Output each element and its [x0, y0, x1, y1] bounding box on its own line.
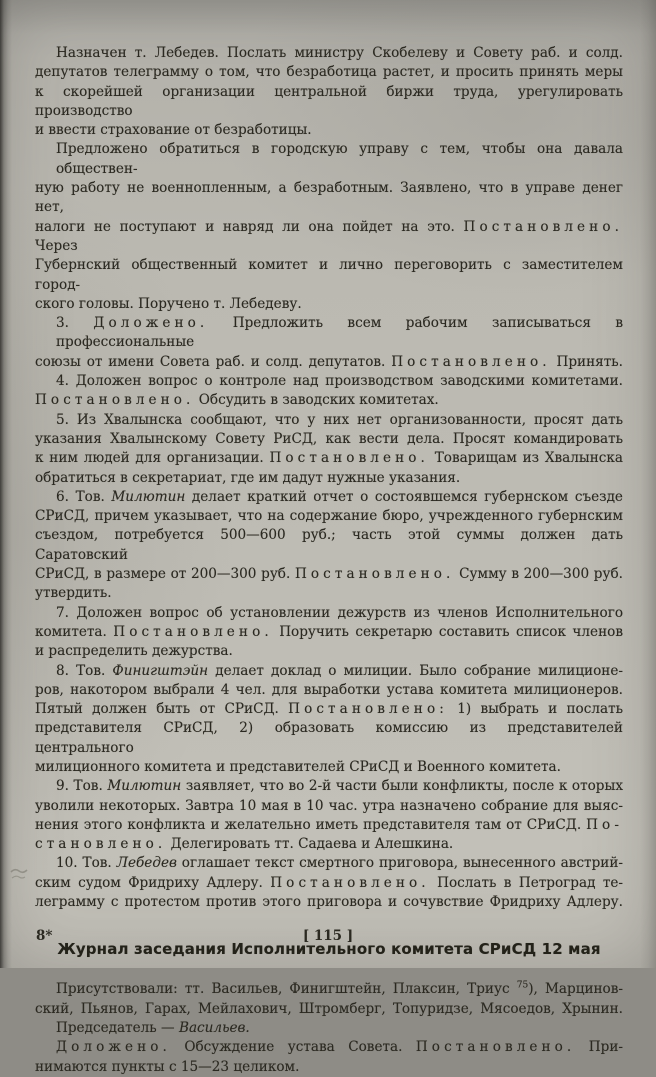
text-line	[35, 777, 623, 796]
emphasized-term: Постановлено.	[415, 1039, 576, 1056]
text-run: Делегировать тт. Садаева и Алешкина.	[166, 836, 454, 853]
text-run: ров, накотором выбрали 4 чел. для выработки устава комитета милиционеров.	[35, 681, 623, 698]
text-run: 1) выбрать и послать	[447, 701, 624, 718]
section-heading: Журнал заседания Исполнительного комитета СРиСД 12 мая	[57, 940, 601, 959]
text-run: леграмму с протестом против этого приговора и сочувствие Фридриху Адлеру.	[35, 894, 623, 911]
text-line	[35, 526, 623, 565]
scan-gutter-shadow	[0, 0, 12, 968]
person-name-italic: Милютин	[107, 778, 182, 795]
text-run: ), Марцинов-	[528, 981, 623, 998]
paragraph	[35, 662, 623, 778]
text-run: оглашает текст смертного приговора, вынесенного австрий-	[176, 855, 623, 872]
text-run: СРиСД, в размере от 200—300 руб.	[35, 566, 295, 583]
text-line	[35, 411, 623, 430]
emphasized-term: По-	[586, 816, 623, 833]
text-run: уволили некоторых. Завтра 10 мая в 10 час. утра назначено собрание для выяс-	[35, 797, 623, 814]
text-line	[35, 623, 623, 642]
text-line	[35, 372, 623, 391]
text-line	[35, 584, 623, 603]
text-line	[35, 83, 623, 122]
emphasized-term: Постановлено.	[294, 566, 455, 583]
paragraph	[35, 44, 623, 140]
text-run: налоги не поступают и навряд ли она пойдет на это.	[35, 218, 464, 235]
text-run: и распределить дежурства.	[35, 643, 233, 660]
text-run: и ввести страхование от безработицы.	[35, 122, 312, 139]
text-run: СРиСД, причем указывает, что на содержание бюро, учрежденного губернским	[35, 508, 623, 525]
text-line	[35, 256, 623, 295]
text-line	[35, 353, 623, 372]
text-line	[35, 179, 623, 218]
emphasized-term: становлено.	[35, 836, 167, 853]
text-run: съездом, потребуется 500—600 руб.; часть этой суммы должен дать Саратовский	[35, 527, 623, 563]
emphasized-term: Постановлено.	[269, 450, 429, 467]
text-line	[35, 719, 623, 758]
paragraph	[35, 777, 623, 854]
text-run: делает доклад о милиции. Было собрание милиционе-	[208, 662, 624, 679]
emphasized-term: Постановлено.	[35, 392, 195, 409]
text-line	[35, 980, 623, 999]
text-line	[35, 797, 623, 816]
text-line	[35, 700, 623, 719]
text-run: Губернский общественный комитет и лично переговорить с заместителем город-	[35, 257, 623, 293]
text-run: обратиться в секретариат, где им дадут нужные указания.	[35, 469, 461, 486]
text-line	[35, 1058, 623, 1077]
text-run: милиционного комитета и представителей СРиСД и Военного комитета.	[35, 758, 561, 775]
text-line	[35, 758, 623, 777]
text-line	[35, 469, 623, 488]
text-run: ским судом Фридриху Адлеру.	[35, 874, 271, 891]
paragraph	[35, 372, 623, 411]
emphasized-term: Доложено.	[93, 315, 209, 332]
text-line	[35, 44, 623, 63]
text-line	[35, 604, 623, 623]
person-name-italic: Васильев.	[178, 1019, 250, 1036]
text-run: 6. Тов.	[56, 488, 112, 505]
scan-shadow-right	[640, 0, 656, 968]
text-line	[35, 430, 623, 449]
text-line	[35, 835, 623, 854]
text-run: 9. Тов.	[56, 778, 108, 795]
text-run: нимаются пункты с 15—23 целиком.	[35, 1058, 300, 1075]
text-run: делает краткий отчет о состоявшемся губернском съезде	[185, 488, 623, 505]
text-run: Предложить всем рабочим записываться в профессиональные	[56, 315, 623, 351]
text-line	[35, 314, 623, 353]
text-run: депутатов телеграмму о том, что безработица растет, и просить принять меры	[35, 64, 623, 81]
text-run: Председатель —	[56, 1019, 179, 1036]
paragraph	[35, 140, 623, 314]
text-line	[35, 63, 623, 82]
emphasized-term: Доложено.	[56, 1039, 171, 1056]
text-run: ную работу не военнопленным, а безработным. Заявлено, что в управе денег нет,	[35, 180, 623, 216]
text-run: Пятый должен быть от СРиСД.	[35, 701, 289, 718]
printer-signature: 8*	[36, 928, 53, 944]
text-run: указания Хвалынскому Совету РиСД, как вести дела. Просят командировать	[35, 430, 623, 447]
text-line	[35, 1038, 623, 1057]
paragraph	[35, 1019, 623, 1038]
text-run: Обсуждение устава Совета.	[170, 1039, 416, 1056]
text-line	[35, 681, 623, 700]
emphasized-term: Постановлено:	[288, 701, 448, 718]
margin-pencil-mark	[8, 864, 30, 886]
page-text-block	[35, 44, 623, 1077]
text-line	[35, 295, 623, 314]
text-run: 10. Тов.	[56, 855, 117, 872]
text-run: к скорейшей организации центральной биржи труда, урегулировать производство	[35, 83, 623, 119]
text-run: Предложено обратиться в городскую управу с тем, чтобы она давала обществен-	[56, 141, 623, 177]
text-run: 3.	[56, 315, 94, 332]
paragraph	[35, 411, 623, 488]
footnote-ref: 75	[516, 980, 529, 991]
text-line	[35, 1000, 623, 1019]
text-line	[35, 218, 623, 257]
text-run: Назначен т. Лебедев. Послать министру Скобелеву и Совету раб. и солд.	[56, 45, 623, 61]
text-run: ского головы. Поручено т. Лебедеву.	[35, 295, 302, 312]
text-run: нения этого конфликта и желательно иметь представителя там от СРиСД.	[35, 816, 587, 833]
text-run: Обсудить в заводских комитетах.	[194, 392, 439, 409]
text-line	[35, 488, 623, 507]
text-run: комитета.	[35, 623, 114, 640]
scan-shadow-top	[0, 0, 656, 34]
emphasized-term: Постановлено.	[113, 623, 273, 640]
text-run: Поручить секретарю составить список членов	[272, 623, 623, 640]
emphasized-term: Постановлено.	[391, 353, 551, 370]
text-line	[35, 893, 623, 912]
paragraph	[35, 1038, 623, 1077]
text-line	[35, 140, 623, 179]
text-run: 4. Доложен вопрос о контроле над производством заводскими комитетами.	[56, 373, 623, 390]
text-line	[35, 662, 623, 681]
text-run: При-	[575, 1039, 623, 1056]
text-run: Присутствовали: тт. Васильев, Финигштейн, Плаксин, Триус	[56, 981, 517, 998]
text-line	[35, 449, 623, 468]
text-run: представителя СРиСД, 2) образовать комиссию из представителей центрального	[35, 720, 623, 756]
text-line	[35, 874, 623, 893]
text-run: к ним людей для организации.	[35, 450, 270, 467]
text-line	[35, 121, 623, 140]
paragraph	[35, 314, 623, 372]
text-line	[35, 854, 623, 873]
paragraph	[35, 604, 623, 662]
text-run: Послать в Петроград те-	[429, 874, 623, 891]
text-line	[35, 642, 623, 661]
person-name-italic: Милютин	[111, 488, 186, 505]
text-line	[35, 391, 623, 410]
text-line	[35, 1019, 623, 1038]
text-line	[35, 507, 623, 526]
text-run: Сумму в 200—300 руб.	[454, 566, 623, 583]
text-run: 5. Из Хвалынска сообщают, что у них нет организованности, просят дать	[56, 411, 623, 428]
text-run: союзы от имени Совета раб. и солд. депутатов.	[35, 353, 392, 370]
page-number: [ 115 ]	[302, 928, 354, 944]
emphasized-term: Постановлено.	[463, 218, 623, 235]
text-run: 8. Тов.	[56, 662, 113, 679]
text-run: Через	[35, 237, 78, 254]
text-line	[35, 565, 623, 584]
text-run: 7. Доложен вопрос об установлении дежурств из членов Исполнительного	[56, 604, 623, 621]
person-name-italic: Финигштэйн	[112, 662, 209, 679]
text-run: Принять.	[550, 353, 623, 370]
person-name-italic: Лебедев	[116, 855, 177, 872]
emphasized-term: Постановлено.	[270, 874, 430, 891]
paragraph	[35, 488, 623, 604]
text-line	[35, 816, 623, 835]
paragraph	[35, 854, 623, 912]
text-run: ский, Пьянов, Гарах, Мейлахович, Штромберг, Топуридзе, Мясоедов, Хрынин.	[35, 1000, 623, 1017]
text-run: Товарищам из Хвалынска	[428, 450, 623, 467]
paragraph	[35, 980, 623, 1019]
text-run: утвердить.	[35, 585, 112, 602]
text-run: заявляет, что во 2-й части были конфликты, после к оторых	[181, 778, 623, 795]
